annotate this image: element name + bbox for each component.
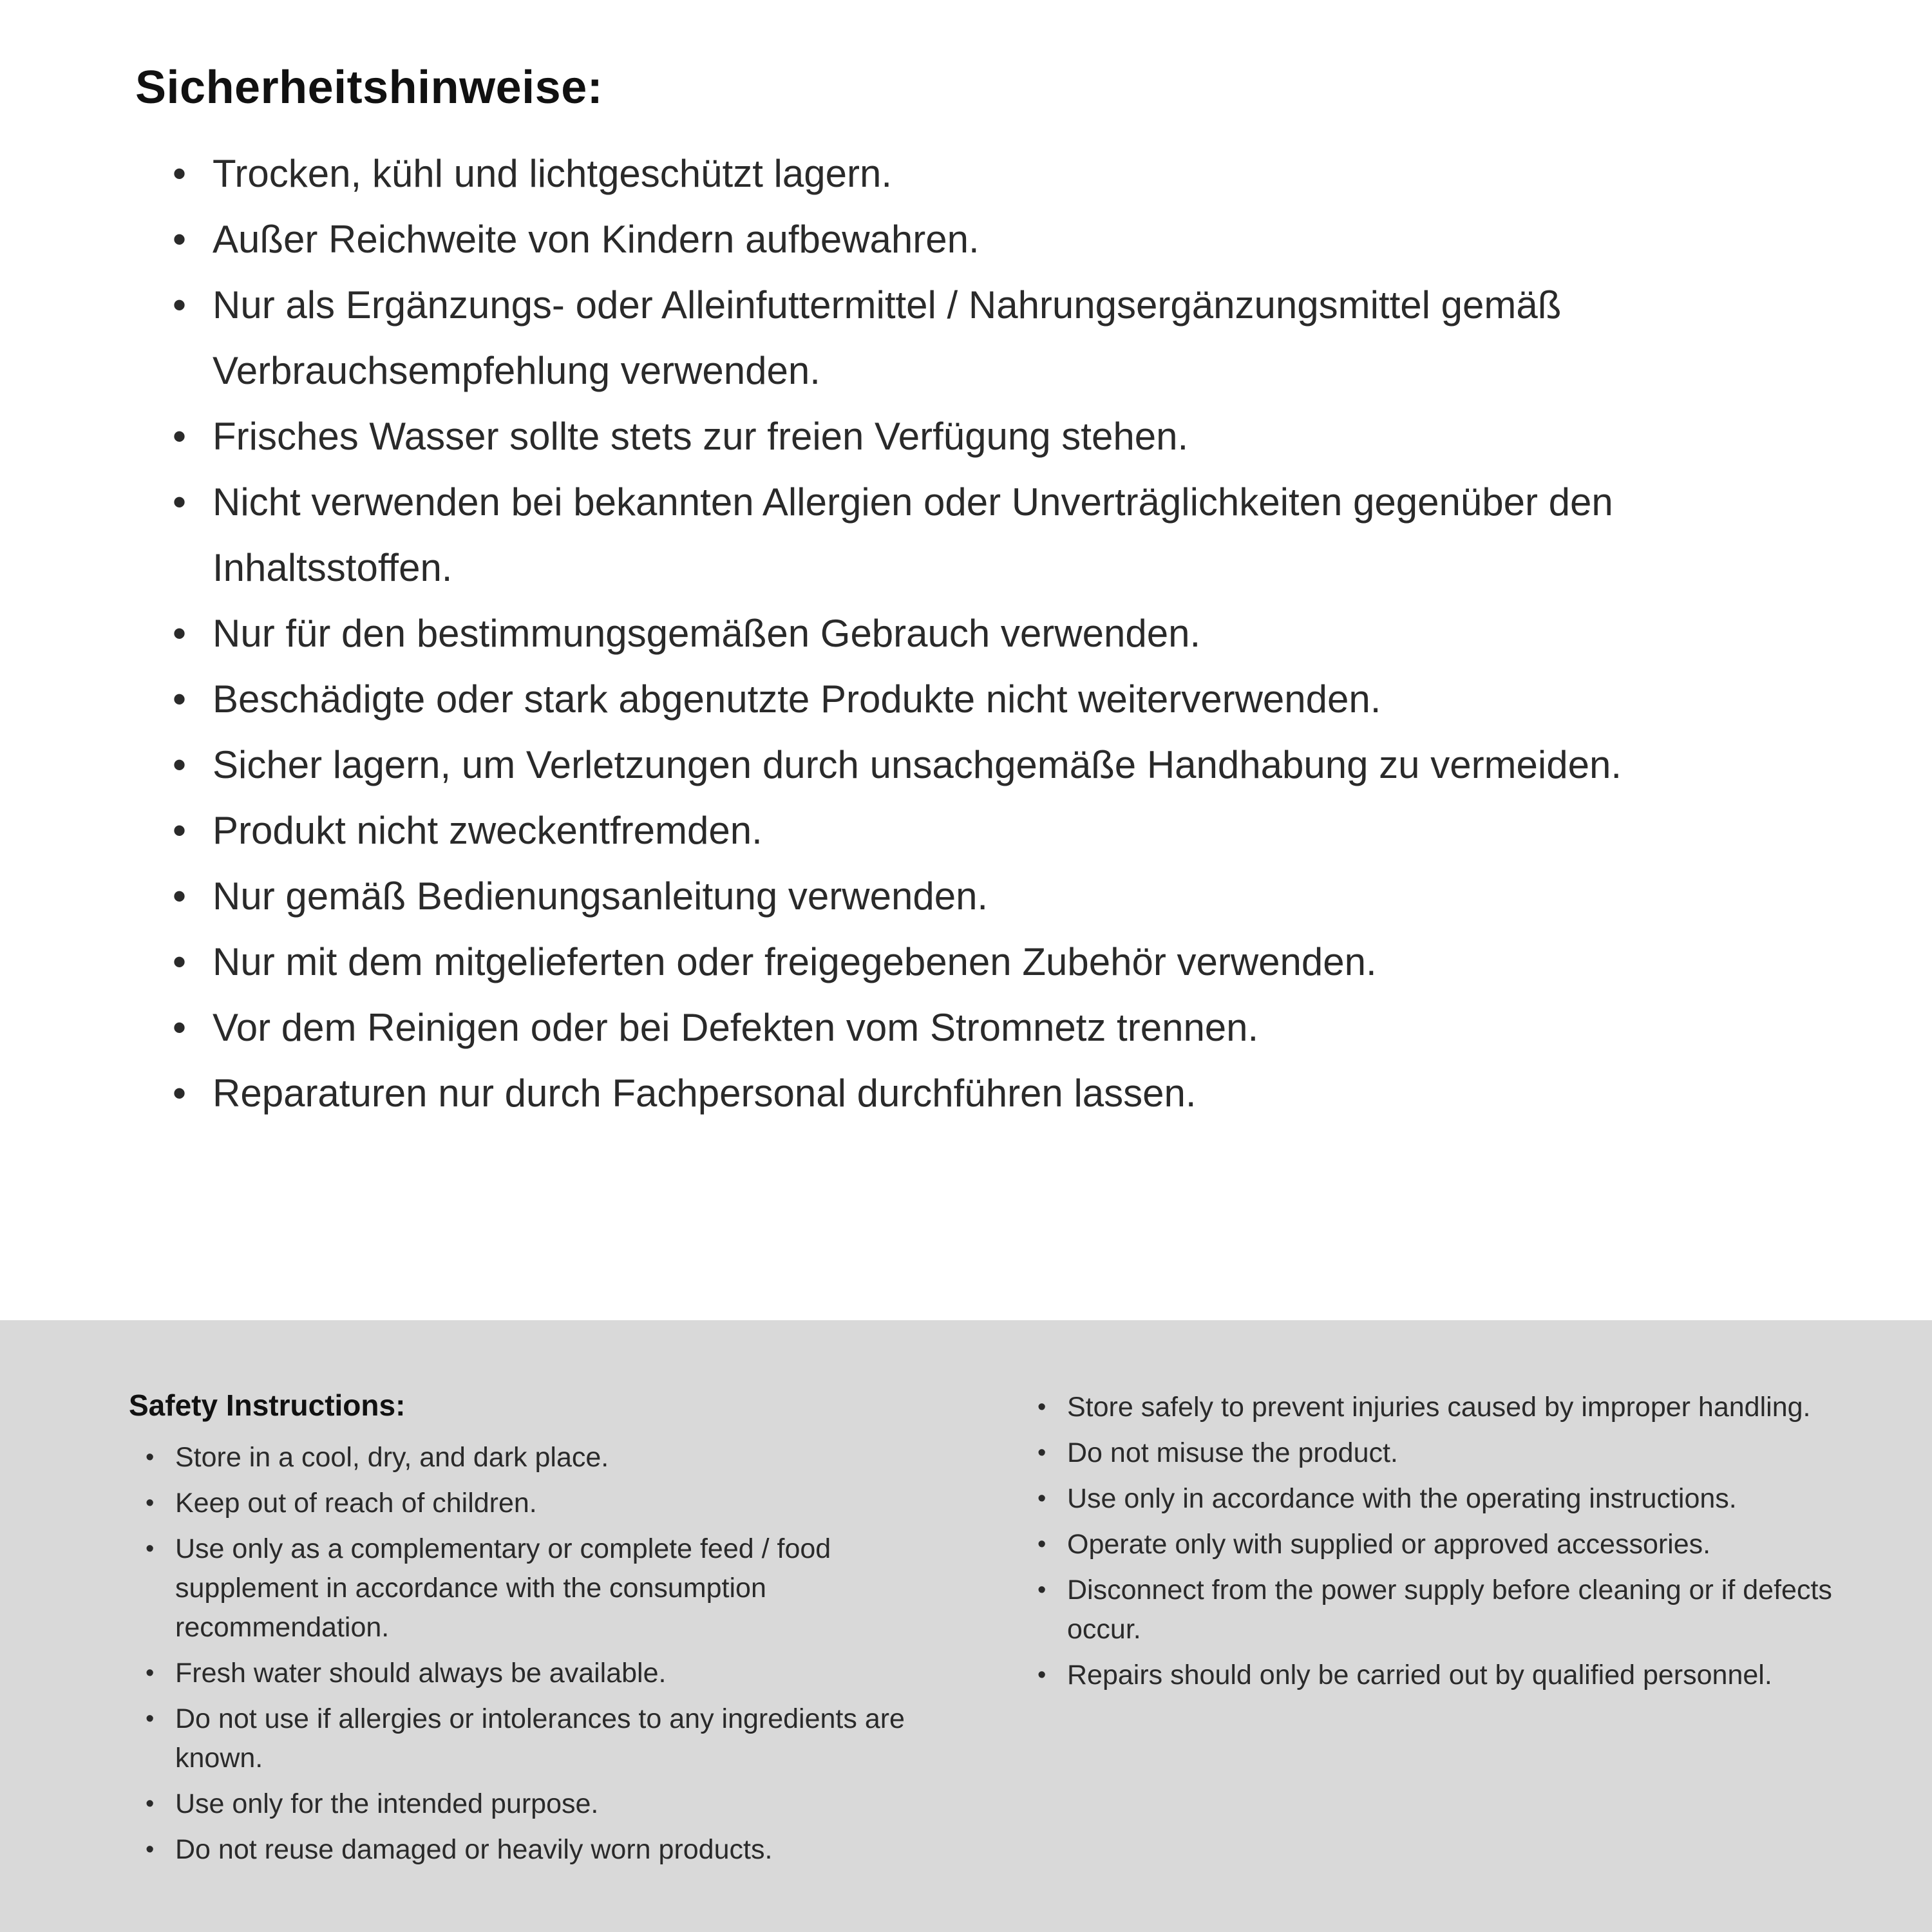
bullet-text: Use only as a complementary or complete feed / food supplement in accordance with the consumption recommendation.	[175, 1533, 831, 1643]
english-section-title: Safety Instructions:	[129, 1388, 406, 1422]
bullet-text: Nicht verwenden bei bekannten Allergien oder Unverträglichkeiten gegenüber den Inhaltsstoffen.	[213, 480, 1613, 589]
bullet-text: Keep out of reach of children.	[175, 1488, 537, 1519]
bullet-item	[1021, 1388, 1835, 1427]
bullet-marker: •	[173, 940, 187, 983]
bullet-marker: •	[173, 875, 187, 918]
bullet-item	[129, 1484, 943, 1523]
english-left-column	[129, 1388, 943, 1893]
bullet-marker: •	[1037, 1439, 1046, 1467]
bullet-marker: •	[173, 1006, 187, 1049]
bullet-text: Do not use if allergies or intolerances to any ingredients are known.	[175, 1703, 905, 1774]
bullet-item	[135, 469, 1835, 601]
bullet-item	[129, 1785, 943, 1824]
bullet-marker: •	[1037, 1394, 1046, 1421]
bullet-item	[129, 1700, 943, 1778]
bullet-text: Nur gemäß Bedienungsanleitung verwenden.	[213, 875, 989, 918]
bullet-text: Außer Reichweite von Kindern aufbewahren.	[213, 218, 980, 261]
bullet-marker: •	[1037, 1485, 1046, 1513]
bullet-text: Vor dem Reinigen oder bei Defekten vom Stromnetz trennen.	[213, 1006, 1259, 1049]
bullet-marker: •	[146, 1535, 155, 1563]
bullet-marker: •	[146, 1790, 155, 1818]
bullet-item	[135, 272, 1835, 404]
bullet-text: Operate only with supplied or approved accessories.	[1067, 1529, 1711, 1560]
bullet-item	[135, 141, 1835, 207]
bullet-marker: •	[173, 218, 187, 261]
bullet-item	[1021, 1656, 1835, 1695]
bullet-item	[135, 929, 1835, 995]
bullet-item	[135, 798, 1835, 864]
bullet-text: Fresh water should always be available.	[175, 1658, 667, 1689]
bullet-marker: •	[173, 1072, 187, 1115]
bullet-item	[135, 995, 1835, 1061]
bullet-item	[135, 207, 1835, 272]
bullet-marker: •	[146, 1705, 155, 1733]
bullet-marker: •	[146, 1836, 155, 1864]
bullet-marker: •	[173, 152, 187, 195]
bullet-marker: •	[1037, 1531, 1046, 1558]
bullet-item	[135, 667, 1835, 732]
bullet-text: Disconnect from the power supply before cleaning or if defects occur.	[1067, 1575, 1832, 1645]
bullet-marker: •	[173, 677, 187, 721]
bullet-text: Use only in accordance with the operating instructions.	[1067, 1483, 1737, 1515]
english-left-bullet-list	[129, 1438, 943, 1870]
bullet-text: Reparaturen nur durch Fachpersonal durchführen lassen.	[213, 1072, 1197, 1115]
bullet-marker: •	[173, 743, 187, 786]
bullet-marker: •	[146, 1490, 155, 1517]
bullet-marker: •	[146, 1444, 155, 1471]
bullet-item	[135, 1061, 1835, 1126]
bullet-text: Produkt nicht zweckentfremden.	[213, 809, 762, 852]
bullet-item	[129, 1830, 943, 1870]
bullet-marker: •	[1037, 1662, 1046, 1689]
bullet-marker: •	[173, 612, 187, 655]
bullet-text: Store in a cool, dry, and dark place.	[175, 1442, 609, 1473]
bullet-item	[129, 1438, 943, 1477]
bullet-text: Sicher lagern, um Verletzungen durch unsachgemäße Handhabung zu vermeiden.	[213, 743, 1622, 786]
bullet-marker: •	[173, 809, 187, 852]
bullet-marker: •	[1037, 1577, 1046, 1604]
german-section-title: Sicherheitshinweise:	[135, 62, 603, 113]
bullet-text: Do not misuse the product.	[1067, 1437, 1398, 1469]
bullet-item	[129, 1530, 943, 1647]
bullet-marker: •	[173, 415, 187, 458]
bullet-text: Beschädigte oder stark abgenutzte Produkte nicht weiterverwenden.	[213, 677, 1381, 721]
bullet-text: Store safely to prevent injuries caused by improper handling.	[1067, 1392, 1811, 1423]
bullet-item	[135, 601, 1835, 667]
bullet-item	[135, 732, 1835, 798]
bullet-marker: •	[173, 283, 187, 327]
bullet-item	[135, 404, 1835, 469]
bullet-text: Nur für den bestimmungsgemäßen Gebrauch verwenden.	[213, 612, 1201, 655]
bullet-item	[1021, 1571, 1835, 1649]
english-section	[0, 1320, 1932, 1932]
bullet-marker: •	[146, 1660, 155, 1687]
bullet-text: Use only for the intended purpose.	[175, 1788, 599, 1820]
bullet-text: Trocken, kühl und lichtgeschützt lagern.	[213, 152, 893, 195]
bullet-item	[1021, 1525, 1835, 1564]
bullet-text: Frisches Wasser sollte stets zur freien Verfügung stehen.	[213, 415, 1189, 458]
bullet-text: Nur als Ergänzungs- oder Alleinfuttermittel / Nahrungsergänzungsmittel gemäß Verbrauchsempfehlung verwenden.	[213, 283, 1562, 392]
english-right-bullet-list	[1021, 1388, 1835, 1695]
bullet-item	[135, 864, 1835, 929]
bullet-text: Nur mit dem mitgelieferten oder freigegebenen Zubehör verwenden.	[213, 940, 1377, 983]
bullet-item	[1021, 1434, 1835, 1473]
bullet-text: Repairs should only be carried out by qualified personnel.	[1067, 1660, 1772, 1691]
bullet-item	[1021, 1479, 1835, 1519]
german-bullet-list	[135, 141, 1835, 1126]
english-right-column	[1021, 1388, 1835, 1893]
bullet-item	[129, 1654, 943, 1693]
bullet-text: Do not reuse damaged or heavily worn products.	[175, 1834, 773, 1866]
bullet-marker: •	[173, 480, 187, 524]
